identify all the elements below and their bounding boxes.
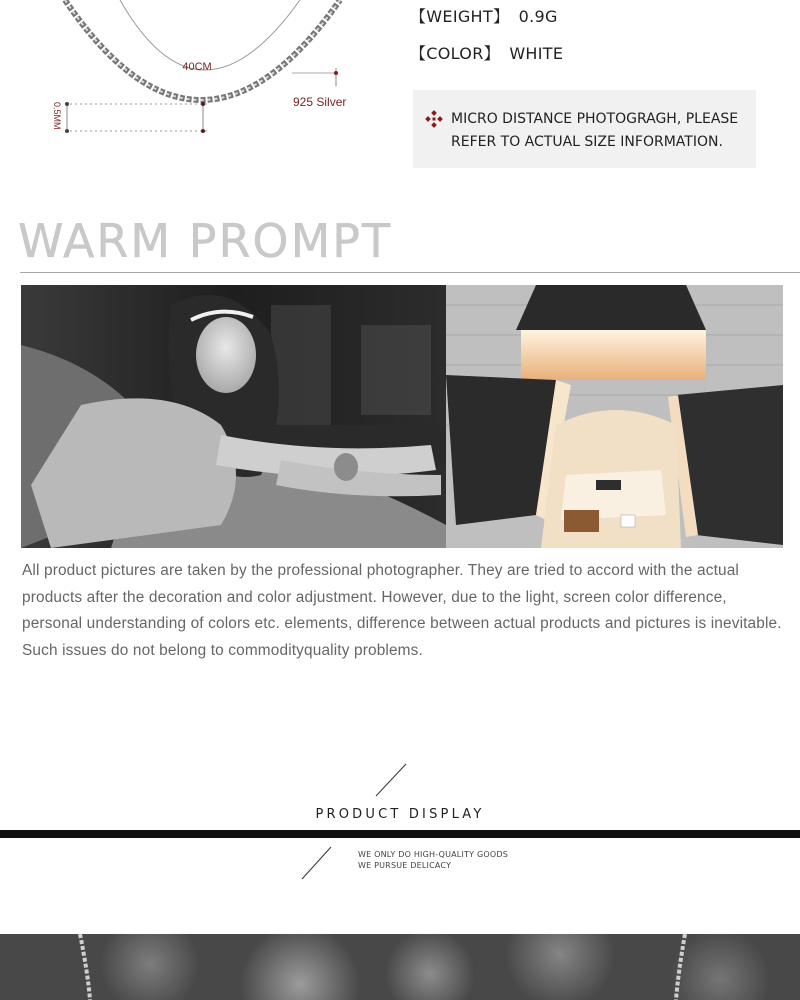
cross-diamond-icon xyxy=(425,110,443,128)
spec-color xyxy=(410,41,563,64)
spec-weight-label: 【WEIGHT】 xyxy=(410,7,510,26)
studio-lighting-photo xyxy=(446,285,783,548)
notice-line-1: MICRO DISTANCE PHOTOGRAGH, PLEASE xyxy=(451,111,739,127)
spec-color-label: 【COLOR】 xyxy=(410,44,500,63)
notice-text xyxy=(451,108,751,154)
tagline-line-2: WE PURSUE DELICACY xyxy=(358,861,452,870)
product-display-bar xyxy=(0,830,800,838)
product-display-title: PRODUCT DISPLAY xyxy=(315,807,485,822)
tagline-line-1: WE ONLY DO HIGH-QUALITY GOODS xyxy=(358,850,508,859)
section-divider xyxy=(20,272,800,273)
chain-size-diagram xyxy=(40,0,380,170)
spec-color-value: WHITE xyxy=(509,44,564,63)
chain-width-label: 0.5MM xyxy=(52,102,62,130)
warm-prompt-title: WARM PROMPT xyxy=(18,214,393,268)
spec-weight-value: 0.9G xyxy=(518,7,558,26)
decorative-slash xyxy=(298,843,338,883)
product-photo-banner xyxy=(0,934,800,1000)
model-photo xyxy=(21,285,446,548)
size-notice-box xyxy=(413,90,756,168)
chain-material-label: 925 Silver xyxy=(293,95,347,109)
notice-line-2: REFER TO ACTUAL SIZE INFORMATION. xyxy=(451,134,723,150)
chain-length-label: 40CM xyxy=(182,61,212,73)
decorative-slash xyxy=(370,760,410,800)
brand-tagline xyxy=(358,849,508,871)
spec-weight xyxy=(410,4,558,27)
warm-prompt-disclaimer: All product pictures are taken by the professional photographer. They are tried to accord with the actual products after the decoration and color adjustment. However, due to the light, screen color difference, personal understanding of colors etc. elements, difference between actual products and pictures is inevitable. Such issues do not belong to commodityquality problems. xyxy=(22,562,782,659)
